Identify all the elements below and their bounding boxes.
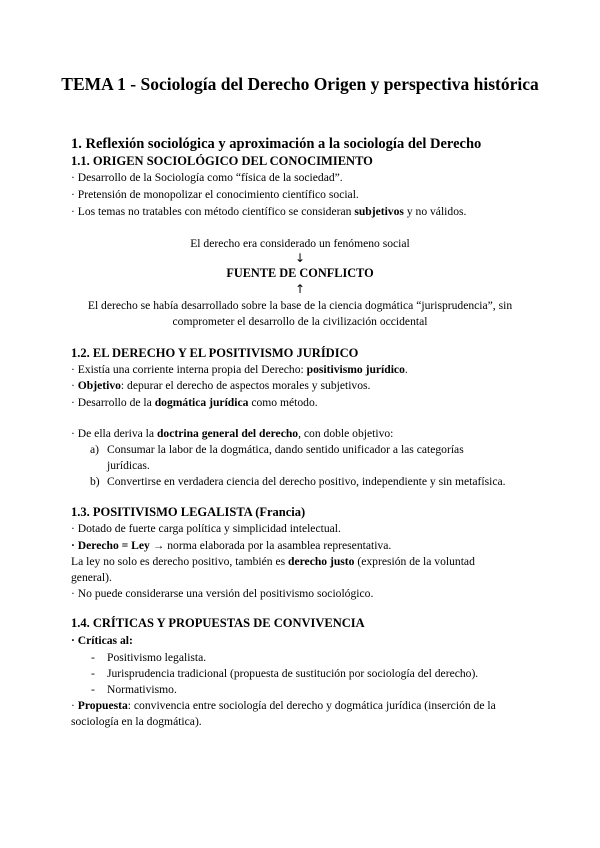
list-item-b: Convertirse en verdadera ciencia del derecho positivo, independiente y sin metafísica. [107,475,506,488]
s11-line-2: · Pretensión de monopolizar el conocimiento científico social. [71,188,359,201]
dash-marker-3: - [91,683,95,696]
arrow-up-icon: ↑ [294,282,306,296]
arrow-down-icon: ↓ [294,251,306,265]
dash-marker-1: - [91,651,95,664]
section-1-3-heading: 1.3. POSITIVISMO LEGALISTA (Francia) [71,505,306,519]
s13-line-3: La ley no solo es derecho positivo, también es derecho justo (expresión de la voluntad [71,555,475,568]
s14-propuesta-line-2: sociología en la dogmática). [71,715,202,728]
list-marker-b: b) [90,475,100,488]
s12-line-2: · Objetivo: depurar el derecho de aspectos morales y subjetivos. [71,379,371,392]
section-1-1-heading: 1.1. ORIGEN SOCIOLÓGICO DEL CONOCIMIENTO [71,154,373,168]
section-1-4-heading: 1.4. CRÍTICAS Y PROPUESTAS DE CONVIVENCIA [71,616,365,630]
dash-marker-2: - [91,667,95,680]
s13-line-3-cont: general). [71,571,112,584]
diagram-bottom-line-1: El derecho se había desarrollado sobre la base de la ciencia dogmática “jurisprudencia”, sin [87,299,513,312]
section-1-heading: 1. Reflexión sociológica y aproximación a la sociología del Derecho [71,136,482,152]
diagram-top-text: El derecho era considerado un fenómeno social [190,237,410,250]
list-marker-a: a) [90,443,100,456]
s12-line-3: · Desarrollo de la dogmática jurídica como método. [71,396,318,409]
list-item-a-line-1: Consumar la labor de la dogmática, dando sentido unificador a las categorías [107,443,464,456]
list-item-a-line-2: jurídicas. [107,459,150,472]
diagram-bottom-line-2: comprometer el desarrollo de la civilización occidental [172,315,428,328]
document-title: TEMA 1 - Sociología del Derecho Origen y perspectiva histórica [61,74,539,94]
diagram-conflict-label: FUENTE DE CONFLICTO [226,266,374,280]
s13-line-1: · Dotado de fuerte carga política y simplicidad intelectual. [71,522,341,535]
section-1-2-heading: 1.2. EL DERECHO Y EL POSITIVISMO JURÍDICO [71,346,359,360]
s13-line-2: · Derecho = Ley → norma elaborada por la asamblea representativa. [71,539,392,552]
s12-line-4: · De ella deriva la doctrina general del derecho, con doble objetivo: [71,427,394,440]
s14-criticas-label: · Críticas al: [71,634,133,647]
critica-item-1: Positivismo legalista. [107,651,207,664]
s13-line-4: · No puede considerarse una versión del positivismo sociológico. [71,587,374,600]
critica-item-3: Normativismo. [107,683,177,696]
s12-line-1: · Existía una corriente interna propia del Derecho: positivismo jurídico. [71,363,408,376]
s14-propuesta-line-1: · Propuesta: convivencia entre sociología del derecho y dogmática jurídica (inserción de la [71,699,496,712]
s11-line-1: · Desarrollo de la Sociología como “física de la sociedad”. [71,171,343,184]
critica-item-2: Jurisprudencia tradicional (propuesta de sustitución por sociología del derecho). [107,667,479,680]
s11-line-3: · Los temas no tratables con método científico se consideran subjetivos y no válidos. [71,205,467,218]
